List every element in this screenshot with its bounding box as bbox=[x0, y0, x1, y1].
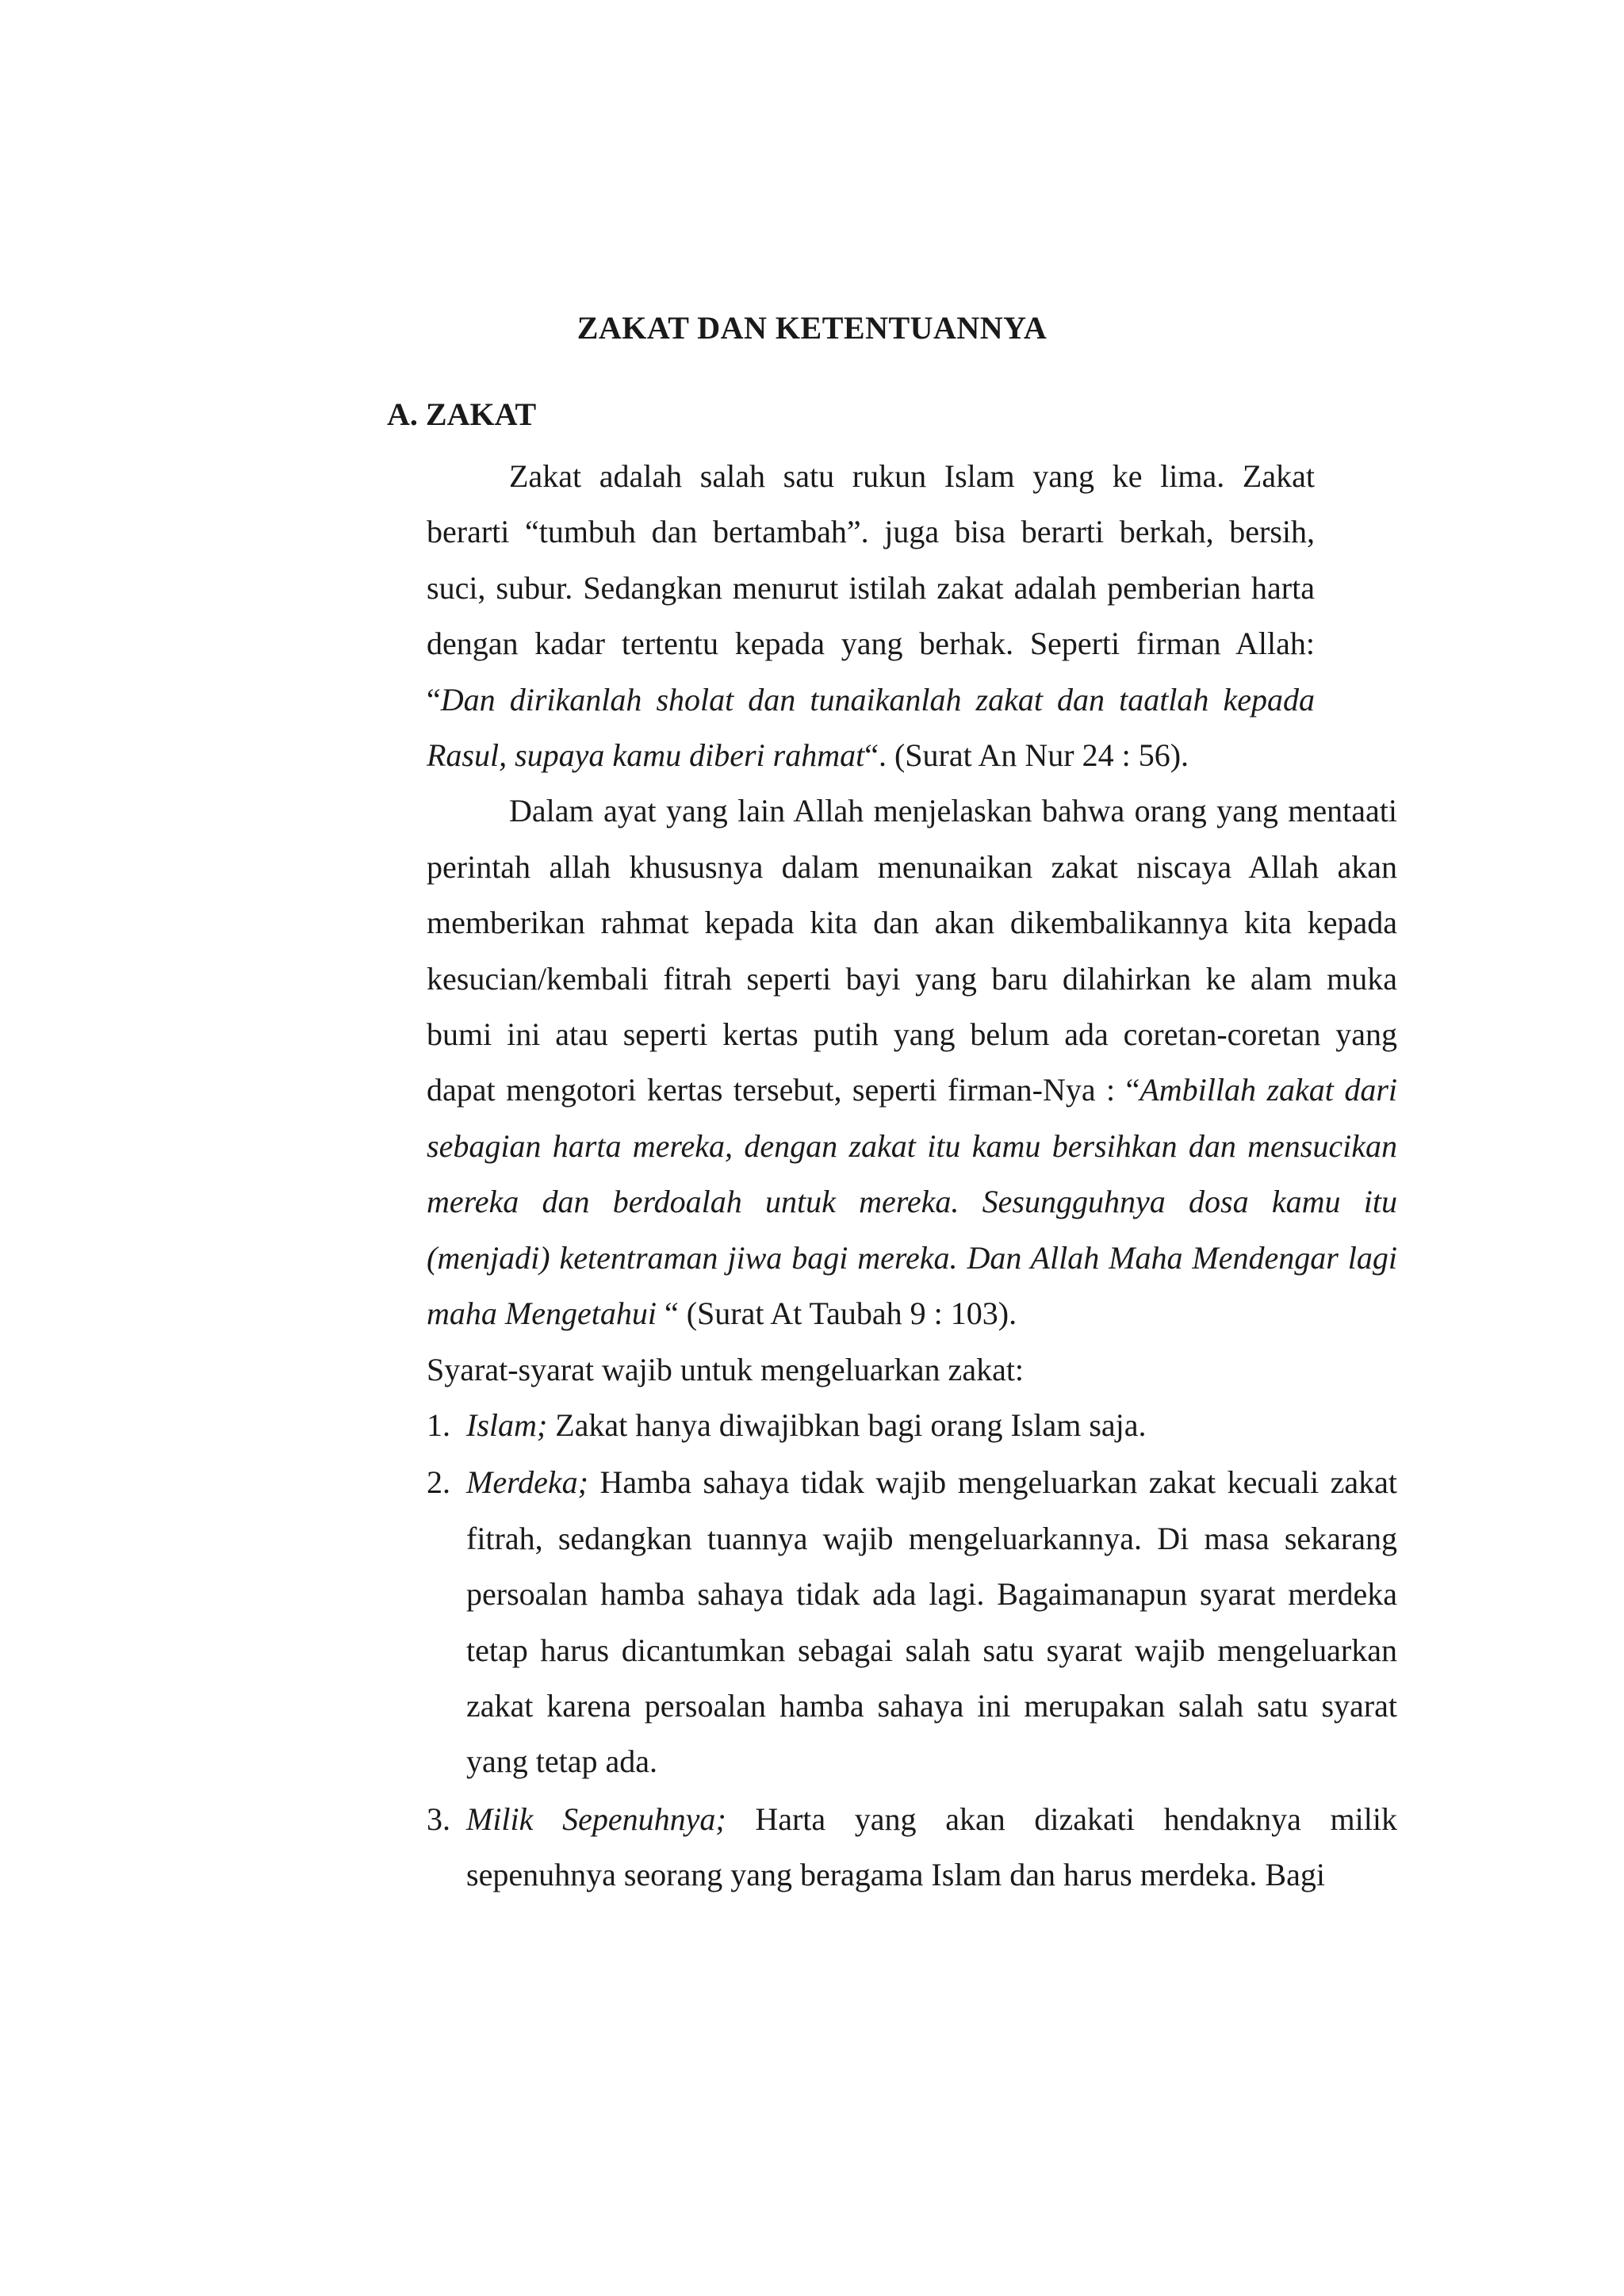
requirements-intro: Syarat-syarat wajib untuk mengeluarkan zakat: bbox=[427, 1351, 1025, 1387]
requirement-number: 2. bbox=[427, 1464, 450, 1501]
paragraph-text: Dalam ayat yang lain Allah menjelaskan bahwa orang yang mentaati perintah allah khususnya dalam menunaikan zakat niscaya Allah akan memberikan rahmat kepada kita dan akan dikembalikannya kita kepada kesucian/kembali fitrah seperti bayi yang baru dilahirkan ke alam muka bumi ini atau seperti kertas putih yang belum ada coretan-coretan yang dapat mengotori kertas tersebut, seperti firman-Nya : “ bbox=[427, 793, 1397, 1108]
paragraph-zakat-definition bbox=[427, 449, 1315, 783]
quote-citation: “. (Surat An Nur 24 : 56). bbox=[864, 737, 1189, 774]
section-heading: A. ZAKAT bbox=[387, 396, 537, 432]
paragraph-zakat-verse bbox=[427, 783, 1397, 1341]
requirements-list bbox=[427, 1398, 1397, 1904]
paragraph-text: Zakat adalah salah satu rukun Islam yang ke lima. Zakat berarti “tumbuh dan bertambah”. juga bisa berarti berkah, bersih, suci, subur. Sedangkan menurut istilah zakat adalah pemberian harta dengan kadar tertentu kepada yang berhak. Seperti firman Allah: “ bbox=[427, 458, 1315, 718]
requirement-item bbox=[427, 1398, 1397, 1453]
requirement-number: 1. bbox=[427, 1406, 450, 1443]
requirement-text: Hamba sahaya tidak wajib mengeluarkan zakat kecuali zakat fitrah, sedangkan tuannya wajib mengeluarkannya. Di masa sekarang persoalan hamba sahaya tidak ada lagi. Bagaimanapun syarat merdeka tetap harus dicantumkan sebagai salah satu syarat wajib mengeluarkan zakat karena persoalan hamba sahaya ini merupakan salah satu syarat yang tetap ada. bbox=[466, 1464, 1397, 1780]
quran-quote: Dan dirikanlah sholat dan tunaikanlah zakat dan taatlah kepada Rasul, supaya kamu diberi rahmat bbox=[427, 681, 1315, 774]
requirement-number: 3. bbox=[427, 1800, 450, 1837]
requirement-term: Merdeka; bbox=[466, 1464, 588, 1501]
quote-citation: “ (Surat At Taubah 9 : 103). bbox=[656, 1295, 1017, 1332]
document-title: ZAKAT DAN KETENTUANNYA bbox=[576, 310, 1048, 346]
requirement-term: Islam; bbox=[466, 1406, 548, 1443]
requirement-term: Milik Sepenuhnya; bbox=[466, 1800, 726, 1837]
requirement-text: Harta yang akan dizakati hendaknya milik sepenuhnya seorang yang beragama Islam dan harus merdeka. Bagi bbox=[466, 1800, 1397, 1893]
requirement-item bbox=[427, 1455, 1397, 1789]
document-body bbox=[427, 449, 1397, 1904]
requirement-item bbox=[427, 1792, 1397, 1904]
quran-quote: Ambillah zakat dari sebagian harta mereka, dengan zakat itu kamu bersihkan dan mensucikan mereka dan berdoalah untuk mereka. Sesungguhnya dosa kamu itu (menjadi) ketentraman jiwa bagi mereka. Dan Allah Maha Mendengar lagi maha Mengetahui bbox=[427, 1072, 1398, 1332]
requirement-text: Zakat hanya diwajibkan bagi orang Islam saja. bbox=[547, 1406, 1147, 1443]
